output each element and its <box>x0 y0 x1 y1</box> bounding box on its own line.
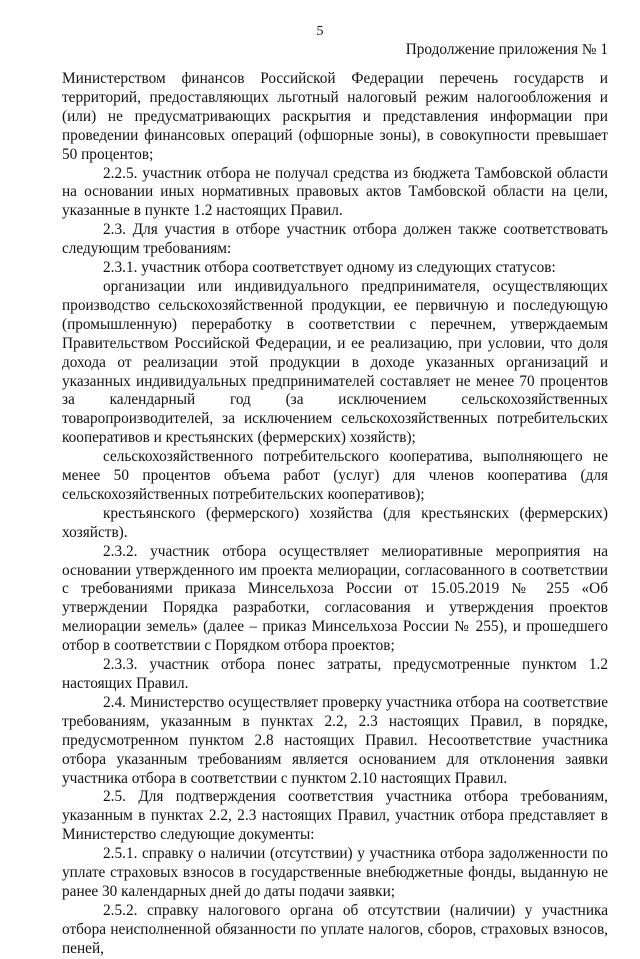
document-body <box>62 70 608 959</box>
running-header: Продолжение приложения № 1 <box>405 41 608 58</box>
paragraph: 2.3.1. участник отбора соответствует одному из следующих статусов: <box>103 259 556 277</box>
paragraph: 2.3. Для участия в отборе участник отбора должен также соответствовать следующим требованиям: <box>62 221 608 258</box>
paragraph: 2.5.2. справку налогового органа об отсутствии (наличии) у участника отбора неисполненной обязанности по уплате налогов, сборов, страховых взносов, пеней, <box>62 901 608 957</box>
page-number: 5 <box>316 24 324 39</box>
paragraph: крестьянского (фермерского) хозяйства (для крестьянских (фермерских) хозяйств). <box>62 504 608 541</box>
paragraph: 2.3.3. участник отбора понес затраты, предусмотренные пунктом 1.2 настоящих Правил. <box>62 656 608 692</box>
paragraph: Министерством финансов Российской Федерации перечень государств и территорий, предоставляющих льготный налоговый режим налогообложения и (или) не предусматривающих раскрытия и представления информации при проведении финансовых операций (офшорные зоны), в совокупности превышает 50 процентов; <box>62 70 608 163</box>
paragraph: организации или индивидуального предпринимателя, осуществляющих производство сельскохозяйственной продукции, ее первичную и последующую (промышленную) переработку в соответствии с перечнем, утверждаемым Правительством Российской Федерации, и ее реализацию, при условии, что доля дохода от реализации этой продукции в доходе указанных организаций и указанных индивидуальных предпринимателей составляет не менее 70 процентов за календарный год (за исключением сельскохозяйственных товаропроизводителей, за исключением сельскохозяйственных потребительских кооперативов и крестьянских (фермерских) хозяйств); <box>62 277 608 447</box>
paragraph: сельскохозяйственного потребительского кооператива, выполняющего не менее 50 процентов объема работ (услуг) для членов кооператива (для сельскохозяйственных потребительских кооперативов); <box>62 448 608 503</box>
paragraph: 2.5.1. справку о наличии (отсутствии) у участника отбора задолженности по уплате страховых взносов в государственные внебюджетные фонды, выданную не ранее 30 календарных дней до даты подачи заявки; <box>62 845 608 900</box>
paragraph: 2.3.2. участник отбора осуществляет мелиоративные мероприятия на основании утвержденного им проекта мелиорации, согласованного в соответствии с требованиями приказа Минсельхоза России от 15.05.2019 № 255 «Об утверждении Порядка разработки, согласования и утверждения проектов мелиорации земель» (далее – приказ Минсельхоза России № 255), и прошедшего отбор в соответствии с Порядком отбора проектов; <box>62 542 608 655</box>
paragraph: 2.4. Министерство осуществляет проверку участника отбора на соответствие требованиям, указанным в пунктах 2.2, 2.3 настоящих Правил, в порядке, предусмотренном пунктом 2.8 настоящих Правил. Несоответствие участника отбора указанным требованиям является основанием для отклонения заявки участника отбора в соответствии с пунктом 2.10 настоящих Правил. <box>62 693 608 787</box>
paragraph: 2.2.5. участник отбора не получал средства из бюджета Тамбовской области на основании иных нормативных правовых актов Тамбовской области на цели, указанные в пункте 1.2 настоящих Правил. <box>62 164 608 220</box>
paragraph: 2.5. Для подтверждения соответствия участника отбора требованиям, указанным в пунктах 2.2, 2.3 настоящих Правил, участник отбора представляет в Министерство следующие документы: <box>62 788 608 844</box>
